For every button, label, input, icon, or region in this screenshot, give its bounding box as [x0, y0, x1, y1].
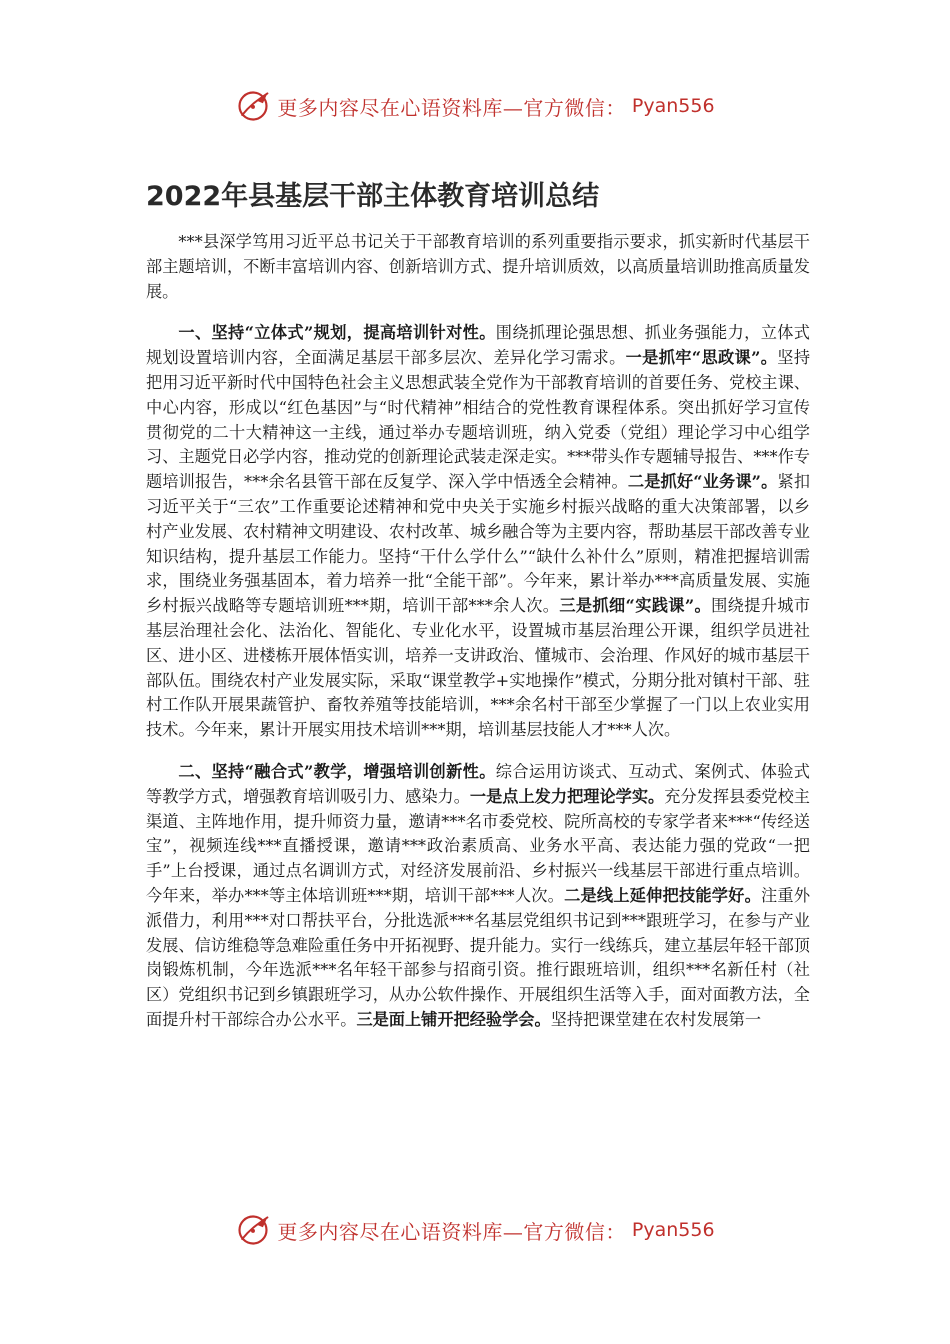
section-1-paragraph — [146, 321, 810, 743]
section-2-point-2: 二是线上延伸把技能学好。 — [564, 885, 761, 905]
document-body — [146, 230, 810, 1050]
section-1-heading: 一、坚持“立体式”规划，提高培训针对性。 — [178, 323, 496, 343]
banner-wechat-id: Pyan556 — [631, 95, 715, 117]
banner-text: 更多内容尽在心语资料库—官方微信： — [277, 95, 626, 120]
section-1-text-1: 围绕抓理论强思想、抓业务强能力，立体式规划设置培训内容，全面满足基层干部多层次、差异化学习需求。 — [146, 323, 810, 368]
footer-watermark-banner — [0, 1210, 950, 1250]
section-2-paragraph — [146, 760, 810, 1033]
logo-icon — [235, 1212, 271, 1248]
section-1-text-2: 坚持把用习近平新时代中国特色社会主义思想武装全党作为干部教育培训的首要任务、党校主课、中心内容，形成以“红色基因”与“时代精神”相结合的党性教育课程体系。突出抓好学习宣传贯彻党的二十大精神这一主线，通过举办专题培训班，纳入党委（党组）理论学习中心组学习、主题党日必学内容，推动党的创新理论武装走深走实。***带头作专题辅导报告、***作专题培训报告，***余名县管干部在反复学、深入学中悟透全会精神。 — [146, 348, 811, 492]
section-1-point-3: 三是抓细“实践课”。 — [559, 596, 712, 616]
section-1-text-4: 围绕提升城市基层治理社会化、法治化、智能化、专业化水平，设置城市基层治理公开课，组织学员进社区、进小区、进楼栋开展体悟实训，培养一支讲政治、懂城市、会治理、作风好的城市基层干部队伍。围绕农村产业发展实际，采取“课堂教学+实地操作”模式，分期分批对镇村干部、驻村工作队开展果蔬管护、畜牧养殖等技能培训，***余名村干部至少掌握了一门以上农业实用技术。今年来，累计开展实用技术培训***期，培训基层技能人才***人次。 — [146, 596, 811, 740]
section-2-point-3: 三是面上铺开把经验学会。 — [356, 1009, 551, 1029]
header-watermark-banner — [0, 86, 950, 126]
section-2-point-1: 一是点上发力把理论学实。 — [469, 786, 665, 806]
section-1-point-2: 二是抓好“业务课”。 — [627, 472, 778, 492]
section-2-text-3: 注重外派借力，利用***对口帮扶平台，分批选派***名基层党组织书记到***跟班学习，在参与产业发展、信访维稳等急难险重任务中开拓视野、提升能力。实行一线练兵，建立基层年轻干部顶岗锻炼机制，今年选派***名年轻干部参与招商引资。推行跟班培训，组织***名新任村（社区）党组织书记到乡镇跟班学习，从办公软件操作、开展组织生活等入手，面对面教方法，全面提升村干部综合办公水平。 — [146, 885, 811, 1029]
section-2-text-1: 综合运用访谈式、互动式、案例式、体验式等教学方式，增强教育培训吸引力、感染力。 — [146, 761, 810, 806]
section-2-heading: 二、坚持“融合式”教学，增强培训创新性。 — [178, 761, 496, 781]
banner-text: 更多内容尽在心语资料库—官方微信： — [277, 1219, 626, 1244]
section-2-text-2: 充分发挥县委党校主渠道、主阵地作用，提升师资力量，邀请***名市委党校、院所高校的专家学者来***“传经送宝”，视频连线***直播授课，邀请***政治素质高、业务水平高、表达能力强的党政“一把手”上台授课，通过点名调训方式，对经济发展前沿、乡村振兴一线基层干部进行重点培训。今年来，举办***等主体培训班***期，培训干部***人次。 — [146, 786, 810, 905]
document-title: 2022年县基层干部主体教育培训总结 — [146, 181, 600, 212]
logo-icon — [235, 88, 271, 124]
intro-paragraph: ***县深学笃用习近平总书记关于干部教育培训的系列重要指示要求，抓实新时代基层干部主题培训，不断丰富培训内容、创新培训方式、提升培训质效，以高质量培训助推高质量发展。 — [146, 232, 810, 301]
section-1-point-1: 一是抓牢“思政课”。 — [625, 348, 778, 368]
banner-wechat-id: Pyan556 — [631, 1219, 715, 1241]
section-2-text-4: 坚持把课堂建在农村发展第一 — [550, 1009, 762, 1029]
section-1-text-3: 紧扣习近平关于“三农”工作重要论述精神和党中央关于实施乡村振兴战略的重大决策部署，以乡村产业发展、农村精神文明建设、农村改革、城乡融合等为主要内容，帮助基层干部改善专业知识结构，提升基层工作能力。坚持“干什么学什么”“缺什么补什么”原则，精准把握培训需求，围绕业务强基固本，着力培养一批“全能干部”。今年来，累计举办***高质量发展、实施乡村振兴战略等专题培训班***期，培训干部***余人次。 — [146, 472, 811, 616]
